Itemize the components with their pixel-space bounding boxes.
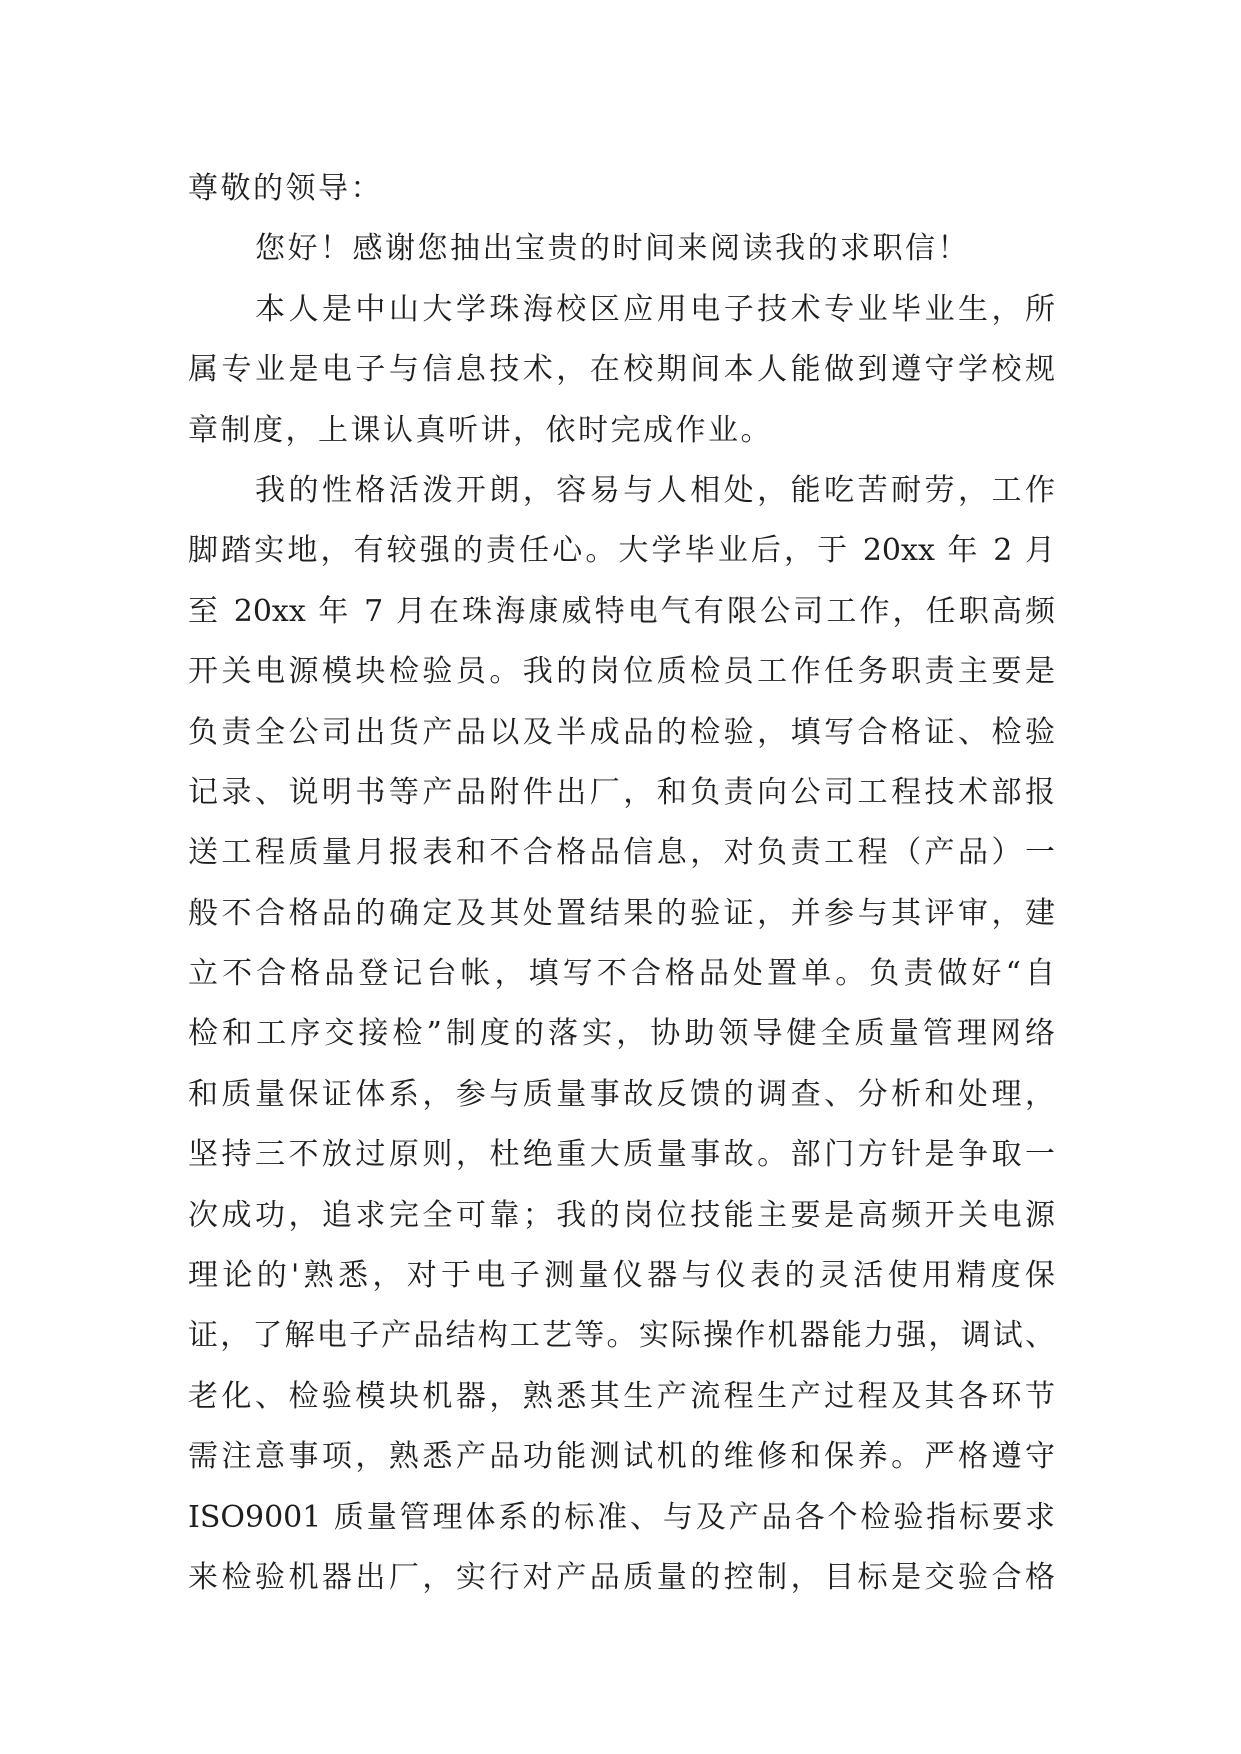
text-line: 理论的'熟悉，对于电子测量仪器与仪表的灵活使用精度保 [188, 1258, 1055, 1294]
text-line: 来检验机器出厂，实行对产品质量的控制，目标是交验合格 [188, 1559, 1055, 1595]
text-line: 坚持三不放过原则，杜绝重大质量事故。部门方针是争取一 [188, 1137, 1055, 1173]
text-line: 我的性格活泼开朗，容易与人相处，能吃苦耐劳，工作 [255, 472, 1055, 508]
salutation: 尊敬的领导： [188, 171, 383, 206]
text-line: 开关电源模块检验员。我的岗位质检员工作任务职责主要是 [188, 654, 1055, 690]
text-line: 至 20xx 年 7 月在珠海康威特电气有限公司工作，任职高频 [188, 593, 1055, 629]
text-line: 老化、检验模块机器，熟悉其生产流程生产过程及其各环节 [188, 1378, 1055, 1414]
text-line: 记录、说明书等产品附件出厂，和负责向公司工程技术部报 [188, 774, 1055, 810]
text-line: 检和工序交接检”制度的落实，协助领导健全质量管理网络 [188, 1016, 1055, 1052]
text-line: 般不合格品的确定及其处置结果的验证，并参与其评审，建 [188, 895, 1055, 931]
text-line: 脚踏实地，有较强的责任心。大学毕业后，于 20xx 年 2 月 [188, 533, 1055, 569]
text-line: 证，了解电子产品结构工艺等。实际操作机器能力强，调试、 [188, 1318, 1055, 1354]
text-line: 送工程质量月报表和不合格品信息，对负责工程（产品）一 [188, 835, 1055, 871]
text-line: 立不合格品登记台帐，填写不合格品处置单。负责做好“自 [188, 956, 1055, 992]
text-line: 属专业是电子与信息技术，在校期间本人能做到遵守学校规 [188, 352, 1055, 388]
paragraph-greeting [188, 219, 1055, 279]
text-line: 本人是中山大学珠海校区应用电子技术专业毕业生，所 [255, 291, 1055, 327]
paragraph-experience [188, 461, 1055, 1608]
text-line: 次成功，追求完全可靠；我的岗位技能主要是高频开关电源 [188, 1197, 1055, 1233]
text-line: 和质量保证体系，参与质量事故反馈的调查、分析和处理， [188, 1076, 1055, 1112]
letter-body [188, 159, 1055, 1608]
text-line: 需注意事项，熟悉产品功能测试机的维修和保养。严格遵守 [188, 1439, 1055, 1475]
paragraph-education [188, 280, 1055, 461]
text-line: 负责全公司出货产品以及半成品的检验，填写合格证、检验 [188, 714, 1055, 750]
text-line: 您好！感谢您抽出宝贵的时间来阅读我的求职信！ [255, 231, 970, 267]
text-line: ISO9001 质量管理体系的标准、与及产品各个检验指标要求 [188, 1499, 1055, 1535]
text-line: 章制度，上课认真听讲，依时完成作业。 [188, 412, 773, 448]
